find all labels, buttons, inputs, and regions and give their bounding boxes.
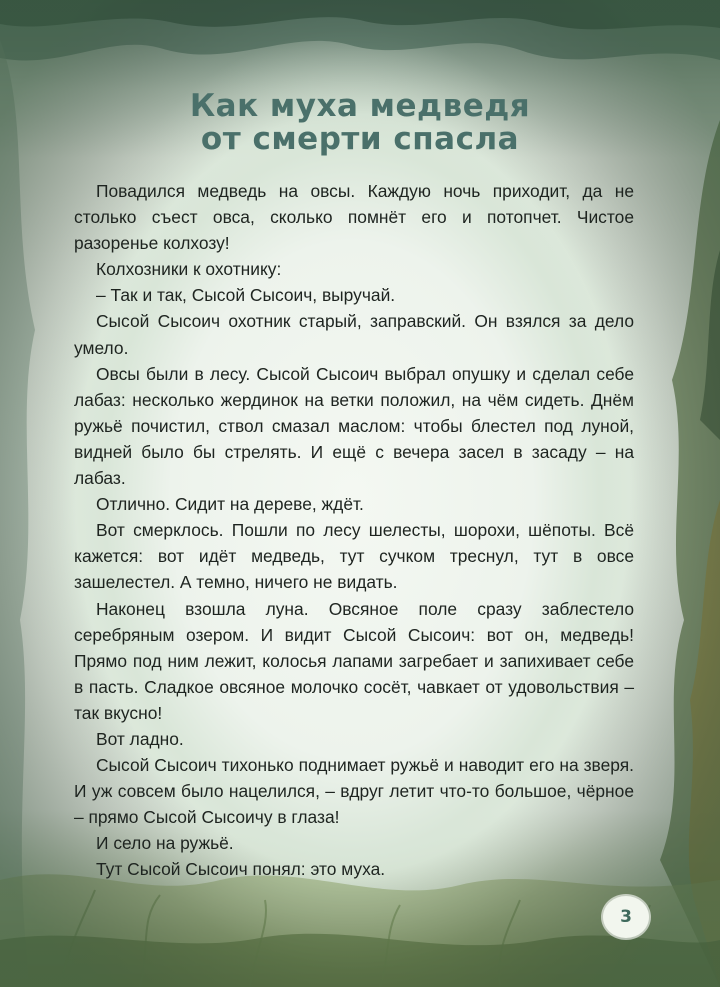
- paragraph: Овсы были в лесу. Сысой Сысоич выбрал опушку и сделал себе лабаз: несколько жердинок на ветки положил, на чём сидеть. Днём ружьё почистил, ствол смазал маслом: чтобы блестел под луной, видней было бы стрелять. И ещё с вечера засел в засаду – на лабаз.: [74, 363, 634, 489]
- story-text: [74, 178, 634, 883]
- page-number: 3: [603, 896, 649, 938]
- paragraph: И село на ружьё.: [96, 833, 234, 854]
- paragraph: Вот ладно.: [96, 728, 184, 749]
- paragraph: Повадился медведь на овсы. Каждую ночь приходит, да не столько съест овса, сколько помнёт его и потопчет. Чистое разоренье колхозу!: [74, 181, 634, 254]
- paragraph: Сысой Сысоич тихонько поднимает ружьё и наводит его на зверя. И уж совсем было нацелился, – вдруг летит что-то большое, чёрное – прямо Сысой Сысоичу в глаза!: [74, 755, 634, 828]
- story-title-line-2: от смерти спасла: [200, 121, 520, 157]
- paragraph: Вот смерклось. Пошли по лесу шелесты, шорохи, шёпоты. Всё кажется: вот идёт медведь, тут сучком треснул, тут в овсе зашелестел. А темно, ничего не видать.: [74, 520, 634, 593]
- paragraph: Тут Сысой Сысоич понял: это муха.: [96, 859, 386, 880]
- paragraph: Колхозники к охотнику:: [96, 259, 282, 280]
- paragraph: Отлично. Сидит на дереве, ждёт.: [96, 494, 364, 515]
- paragraph: Наконец взошла луна. Овсяное поле сразу заблестело серебряным озером. И видит Сысой Сысоич: вот он, медведь! Прямо под ним лежит, колосья лапами загребает и запихивает себе в пасть. Сладкое овсяное молочко сосёт, чавкает от удовольствия – так вкусно!: [74, 598, 634, 723]
- story-title-line-1: Как муха медведя: [189, 88, 531, 124]
- paragraph: Сысой Сысоич охотник старый, заправский. Он взялся за дело умело.: [74, 311, 634, 358]
- paragraph: – Так и так, Сысой Сысоич, выручай.: [96, 285, 396, 306]
